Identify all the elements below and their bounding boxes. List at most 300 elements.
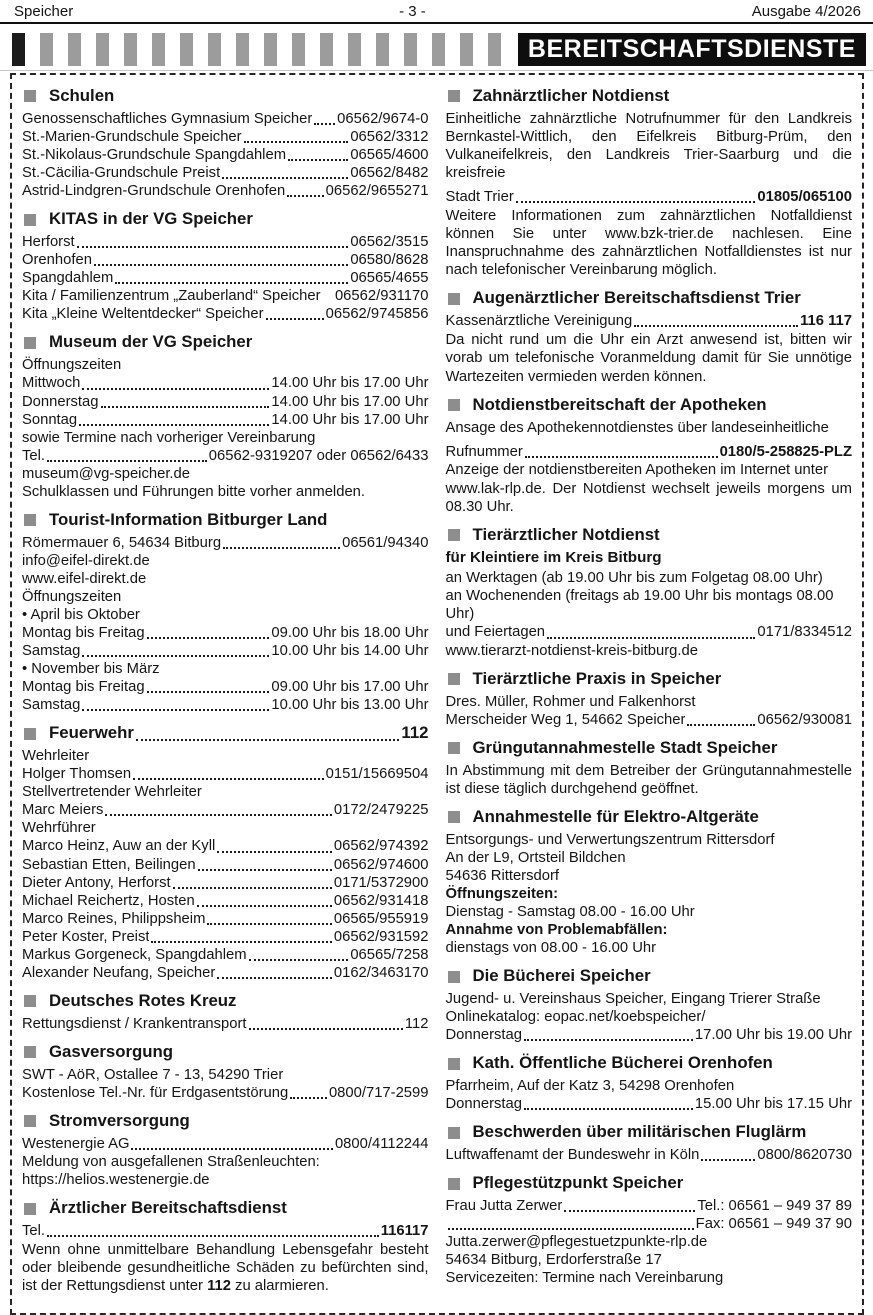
banner-bar <box>208 33 221 66</box>
entry-label: Rufnummer <box>445 443 523 460</box>
bullet-square-icon <box>448 293 460 305</box>
text-line: Öffnungszeiten <box>22 357 122 374</box>
banner-bar-dark <box>12 33 25 66</box>
entry-label: St.-Marien-Grundschule Speicher <box>22 129 242 146</box>
text-line: Anzeige der notdienstbereiten Apotheken im Internet unter <box>445 461 829 478</box>
entry-number: 06562/3312 <box>350 129 429 146</box>
leader-dots <box>249 1028 403 1030</box>
entry-number: 06561/94340 <box>342 534 429 551</box>
directory-entry <box>22 110 429 128</box>
section-title: Deutsches Rotes Kreuz <box>49 990 237 1010</box>
banner-title: BEREITSCHAFTSDIENSTE <box>518 33 866 66</box>
leader-dots <box>524 1108 693 1110</box>
leader-dots <box>82 388 269 390</box>
section-heading <box>22 332 429 353</box>
directory-entry <box>22 696 429 714</box>
banner-bar <box>152 33 165 66</box>
section-stromversorgung <box>22 1111 429 1189</box>
section-tourist-information-bitburger-land <box>22 510 429 714</box>
leader-dots <box>223 547 340 549</box>
paragraph: www.lak-rlp.de. Der Notdienst wechselt jeweils morgens um 08.30 Uhr. <box>445 480 852 515</box>
leader-dots <box>133 778 324 780</box>
bullet-square-icon <box>24 1115 36 1127</box>
text-line: sowie Termine nach vorheriger Vereinbarung <box>22 429 316 446</box>
entry-label: Sonntag <box>22 411 78 428</box>
directory-entry <box>22 305 429 323</box>
section-subtitle: für Kleintiere im Kreis Bitburg <box>445 548 662 566</box>
paragraph: Ansage des Apothekennotdienstes über landeseinheitliche <box>445 419 829 436</box>
paragraph: In Abstimmung mit dem Betreiber der Grüngutannahmestelle ist diese täglich durchgehend geöffnet. <box>445 762 852 797</box>
entry-label: Kostenlose Tel.-Nr. für Erdgasentstörung <box>22 1084 289 1101</box>
directory-entry <box>22 678 429 696</box>
directory-entry <box>22 411 429 429</box>
text-line: Wehrleiter <box>22 748 90 765</box>
section-heading <box>446 1173 853 1194</box>
leader-dots <box>198 869 332 871</box>
section-zahnärztlicher-notdienst <box>446 86 853 279</box>
leader-dots <box>288 159 348 161</box>
section-ärztlicher-bereitschaftsdienst <box>22 1198 429 1295</box>
directory-entry <box>446 623 853 641</box>
banner-bar <box>460 33 473 66</box>
banner-bar <box>180 33 193 66</box>
entry-number: 0800/8620730 <box>757 1147 852 1164</box>
entry-label: Dieter Antony, Herforst <box>22 874 171 891</box>
section-title: Feuerwehr <box>49 723 134 743</box>
entry-number: Fax: 06561 – 949 37 90 <box>695 1216 852 1233</box>
text-line: Öffnungszeiten <box>22 588 122 605</box>
header-publication: Speicher <box>14 3 74 20</box>
section-title: KITAS in der VG Speicher <box>49 209 253 229</box>
entry-number: 06565/955919 <box>333 910 429 927</box>
leader-dots <box>524 1039 693 1041</box>
entry-number: 01805/065100 <box>757 189 852 206</box>
text-line: www.eifel-direkt.de <box>22 570 147 587</box>
bold-text-line: Öffnungszeiten: <box>445 885 559 902</box>
entry-label: St.-Nikolaus-Grundschule Spangdahlem <box>22 147 287 164</box>
paragraph <box>22 1241 429 1295</box>
section-schulen <box>22 86 429 200</box>
section-heading <box>446 395 853 416</box>
banner-bar <box>376 33 389 66</box>
paragraph-segment: 112 <box>207 1278 231 1295</box>
entry-label: Peter Koster, Preist <box>22 928 150 945</box>
directory-entry <box>22 892 429 910</box>
entry-number: 06562/9655271 <box>325 183 429 200</box>
entry-label: Orenhofen <box>22 252 92 269</box>
bullet-square-icon <box>24 514 36 526</box>
entry-label: Markus Gorgeneck, Spangdahlem <box>22 946 247 963</box>
bullet-square-icon <box>448 399 460 411</box>
entry-label: Samstag <box>22 643 81 660</box>
entry-number: 0800/4112244 <box>334 1135 429 1152</box>
directory-entry <box>22 910 429 928</box>
directory-entry <box>22 624 429 642</box>
entry-label: Tel. <box>22 1223 46 1240</box>
directory-entry <box>22 928 429 946</box>
entry-label: Alexander Neufang, Speicher <box>22 964 216 981</box>
entry-number: Tel.: 06561 – 949 37 89 <box>697 1198 852 1215</box>
entry-number: 06562/931592 <box>333 928 429 945</box>
section-heading <box>22 1198 429 1219</box>
bullet-square-icon <box>448 529 460 541</box>
banner-bar <box>264 33 277 66</box>
leader-dots <box>47 460 207 462</box>
entry-label: Kita / Familienzentrum „Zauberland“ Speicher <box>22 288 321 305</box>
text-line: Dres. Müller, Rohmer und Falkenhorst <box>445 693 696 710</box>
text-line: Meldung von ausgefallenen Straßenleuchten: <box>22 1153 320 1170</box>
directory-entry <box>22 837 429 855</box>
text-line: www.tierarzt-notdienst-kreis-bitburg.de <box>445 642 698 659</box>
text-line: SWT - AöR, Ostallee 7 - 13, 54290 Trier <box>22 1066 284 1083</box>
directory-entry <box>446 188 853 206</box>
leader-dots <box>115 282 348 284</box>
section-kitas-in-der-vg-speicher <box>22 209 429 323</box>
directory-entry <box>22 642 429 660</box>
bullet-square-icon <box>24 1046 36 1058</box>
section-kath-öffentliche-bücherei-orenhofen <box>446 1053 853 1113</box>
section-museum-der-vg-speicher <box>22 332 429 500</box>
text-line: Jutta.zerwer@pflegestuetzpunkte-rlp.de <box>445 1234 708 1251</box>
leader-dots <box>290 1097 327 1099</box>
section-title: Tierärztlicher Notdienst <box>472 524 660 544</box>
section-title: Grüngutannahmestelle Stadt Speicher <box>472 737 778 757</box>
entry-number: 14.00 Uhr bis 17.00 Uhr <box>271 411 429 428</box>
leader-dots <box>136 739 400 741</box>
paragraph: Weitere Informationen zum zahnärztlichen Notfalldienst können Sie unter www.bzk-trier.de nachlesen. Eine Inanspruchnahme des zahnärztlichen Notfalldienstes ist nur nach telefonischer Vereinbarung möglich. <box>445 208 852 279</box>
leader-dots <box>516 201 756 203</box>
leader-dots <box>151 941 331 943</box>
entry-label: Kassenärztliche Vereinigung <box>445 313 633 330</box>
section-pflegestützpunkt-speicher <box>446 1173 853 1287</box>
entry-number: 06562/8482 <box>350 165 429 182</box>
directory-entry <box>22 534 429 552</box>
entry-number: 0800/717-2599 <box>328 1084 429 1101</box>
content-box <box>10 73 864 1315</box>
banner-bar <box>40 33 53 66</box>
entry-label: Donnerstag <box>445 1027 522 1044</box>
entry-number: 0162/3463170 <box>333 964 429 981</box>
section-heading <box>22 209 429 230</box>
entry-label: Sebastian Etten, Beilingen <box>22 856 196 873</box>
entry-label: Tel. <box>22 447 46 464</box>
leader-dots <box>249 959 349 961</box>
section-title: Pflegestützpunkt Speicher <box>472 1173 684 1193</box>
directory-entry <box>446 1197 853 1215</box>
text-line: info@eifel-direkt.de <box>22 552 150 569</box>
entry-number: 06565/4600 <box>350 147 429 164</box>
banner-bar <box>124 33 137 66</box>
entry-label: Holger Thomsen <box>22 766 132 783</box>
section-heading <box>446 86 853 107</box>
leader-dots <box>105 814 331 816</box>
leader-dots <box>79 424 269 426</box>
entry-number: 06565/4655 <box>350 270 429 287</box>
banner-bar <box>432 33 445 66</box>
paragraph-segment: zu alarmieren. <box>230 1278 329 1295</box>
banner-rule <box>0 70 873 71</box>
entry-label: Montag bis Freitag <box>22 679 145 696</box>
entry-number: 116 117 <box>800 313 852 330</box>
text-line: dienstags von 08.00 - 16.00 Uhr <box>445 939 657 956</box>
text-line: an Wochenenden (freitags ab 19.00 Uhr bis montags 08.00 Uhr) <box>445 588 834 623</box>
leader-dots <box>94 264 348 266</box>
banner-bar <box>320 33 333 66</box>
entry-label: Marco Heinz, Auw an der Kyll <box>22 838 216 855</box>
directory-entry <box>22 146 429 164</box>
directory-entry <box>22 856 429 874</box>
bullet-square-icon <box>448 1178 460 1190</box>
entry-label: Montag bis Freitag <box>22 625 145 642</box>
text-line: museum@vg-speicher.de <box>22 465 190 482</box>
entry-number: 06580/8628 <box>350 252 429 269</box>
bold-text-line: Annahme von Problemabfällen: <box>445 921 668 938</box>
section-heading <box>446 669 853 690</box>
directory-entry <box>22 393 429 411</box>
leader-dots <box>314 123 335 125</box>
entry-number: 06562/9745856 <box>325 306 429 323</box>
section-feuerwehr <box>22 723 429 982</box>
entry-number: 06562/974392 <box>333 838 429 855</box>
entry-label: Donnerstag <box>22 393 99 410</box>
leader-dots <box>147 637 270 639</box>
entry-number: 10.00 Uhr bis 14.00 Uhr <box>271 643 429 660</box>
section-title: Museum der VG Speicher <box>49 332 253 352</box>
entry-label: Rettungsdienst / Krankentransport <box>22 1015 247 1032</box>
banner-bar <box>236 33 249 66</box>
leader-dots <box>687 724 755 726</box>
directory-entry <box>446 443 853 461</box>
directory-entry <box>446 1095 853 1113</box>
entry-label: Donnerstag <box>445 1096 522 1113</box>
section-augenärztlicher-bereitschaftsdienst-trier <box>446 288 853 385</box>
text-line: Schulklassen und Führungen bitte vorher anmelden. <box>22 483 366 500</box>
section-beschwerden-über-militärischen-fluglärm <box>446 1122 853 1164</box>
directory-entry <box>22 269 429 287</box>
leader-dots <box>47 1235 379 1237</box>
bullet-square-icon <box>448 811 460 823</box>
section-title: Gasversorgung <box>49 1041 174 1061</box>
entry-number: 06562/3515 <box>350 234 429 251</box>
entry-number: 06562/930081 <box>757 711 852 728</box>
directory-entry <box>22 1015 429 1033</box>
banner-bar <box>348 33 361 66</box>
section-gasversorgung <box>22 1042 429 1102</box>
section-number: 112 <box>401 723 429 743</box>
entry-number: 112 <box>404 1015 429 1032</box>
directory-entry <box>446 312 853 330</box>
text-line: • April bis Oktober <box>22 606 140 623</box>
bullet-square-icon <box>448 673 460 685</box>
leader-dots <box>82 709 269 711</box>
entry-label: Herforst <box>22 234 75 251</box>
section-notdienstbereitschaft-der-apotheken <box>446 395 853 516</box>
text-line: Onlinekatalog: eopac.net/koebspeicher/ <box>445 1009 706 1026</box>
directory-entry <box>22 287 429 305</box>
banner-bar <box>292 33 305 66</box>
entry-label: Genossenschaftliches Gymnasium Speicher <box>22 110 313 127</box>
entry-label: Samstag <box>22 697 81 714</box>
entry-label: Mittwoch <box>22 375 81 392</box>
directory-entry <box>22 946 429 964</box>
entry-number: 06562/974600 <box>333 856 429 873</box>
banner-bar <box>96 33 109 66</box>
text-line: Servicezeiten: Termine nach Vereinbarung <box>445 1270 724 1287</box>
text-line: Wehrführer <box>22 820 96 837</box>
entry-number: 06562/9674-0 <box>337 110 429 127</box>
section-heading <box>446 525 853 546</box>
leader-dots <box>77 246 349 248</box>
leader-dots <box>634 325 798 327</box>
text-line: Pfarrheim, Auf der Katz 3, 54298 Orenhofen <box>445 1078 735 1095</box>
bullet-square-icon <box>448 90 460 102</box>
leader-dots <box>217 977 332 979</box>
directory-entry <box>22 128 429 146</box>
banner-bars-decoration <box>12 33 518 66</box>
section-heading <box>22 1042 429 1063</box>
section-title: Augenärztlicher Bereitschaftsdienst Trier <box>472 288 801 308</box>
entry-label: Frau Jutta Zerwer <box>445 1198 563 1215</box>
text-line: 54634 Bitburg, Erdorferstraße 17 <box>445 1252 662 1269</box>
right-column <box>446 77 853 1288</box>
leader-dots <box>131 1148 332 1150</box>
text-line: 54636 Rittersdorf <box>445 867 560 884</box>
section-title: Tierärztliche Praxis in Speicher <box>472 668 722 688</box>
bullet-square-icon <box>448 742 460 754</box>
section-title: Annahmestelle für Elektro-Altgeräte <box>472 806 759 826</box>
bullet-square-icon <box>24 1203 36 1215</box>
entry-label: und Feiertagen <box>445 624 546 641</box>
leader-dots <box>222 177 348 179</box>
section-heading <box>22 991 429 1012</box>
directory-entry <box>22 874 429 892</box>
section-heading <box>22 1111 429 1132</box>
entry-label: Kita „Kleine Weltentdecker“ Speicher <box>22 306 264 323</box>
text-line: • November bis März <box>22 661 160 678</box>
entry-number: 0171/5372900 <box>333 874 429 891</box>
entry-number: 14.00 Uhr bis 17.00 Uhr <box>271 375 429 392</box>
entry-number: 10.00 Uhr bis 13.00 Uhr <box>271 697 429 714</box>
section-heading <box>22 86 429 107</box>
entry-label: Spangdahlem <box>22 270 114 287</box>
banner-bar <box>488 33 501 66</box>
leader-dots <box>564 1210 695 1212</box>
bullet-square-icon <box>448 1127 460 1139</box>
section-heading <box>22 510 429 531</box>
entry-number: 06562-9319207 oder 06562/6433 <box>208 447 429 464</box>
section-title: Notdienstbereitschaft der Apotheken <box>472 394 767 414</box>
section-heading <box>22 723 429 744</box>
entry-label: Merscheider Weg 1, 54662 Speicher <box>445 711 686 728</box>
bullet-square-icon <box>24 90 36 102</box>
directory-entry <box>22 374 429 392</box>
entry-number: 0172/2479225 <box>333 802 429 819</box>
directory-entry <box>22 964 429 982</box>
section-grüngutannahmestelle-stadt-speicher <box>446 738 853 798</box>
leader-dots <box>448 1228 694 1230</box>
header-issue: Ausgabe 4/2026 <box>751 3 861 20</box>
entry-number: 06562/931418 <box>333 892 429 909</box>
directory-entry <box>22 1084 429 1102</box>
bullet-square-icon <box>448 1058 460 1070</box>
paragraph-segment: Wenn ohne unmittelbare Behandlung Lebensgefahr besteht oder bleibende gesundheitliche Schäden zu befürchten sind, ist der Rettungsdienst unter <box>22 1242 429 1295</box>
directory-entry <box>446 1026 853 1044</box>
entry-number: 15.00 Uhr bis 17.15 Uhr <box>694 1096 852 1113</box>
section-annahmestelle-für-elektro-altgeräte <box>446 807 853 957</box>
section-die-bücherei-speicher <box>446 966 853 1044</box>
leader-dots <box>287 195 323 197</box>
directory-entry <box>22 164 429 182</box>
entry-label: St.-Cäcilia-Grundschule Preist <box>22 165 221 182</box>
section-tierärztlicher-notdienst <box>446 525 853 660</box>
text-line: Dienstag - Samstag 08.00 - 16.00 Uhr <box>445 903 695 920</box>
leader-dots <box>701 1159 755 1161</box>
page-header <box>0 0 873 24</box>
section-banner <box>12 33 866 66</box>
entry-label: Luftwaffenamt der Bundeswehr in Köln <box>445 1147 700 1164</box>
directory-entry <box>22 801 429 819</box>
section-heading <box>446 738 853 759</box>
leader-dots <box>525 456 718 458</box>
section-heading <box>446 807 853 828</box>
section-tierärztliche-praxis-in-speicher <box>446 669 853 729</box>
directory-entry <box>22 765 429 783</box>
section-deutsches-rotes-kreuz <box>22 991 429 1033</box>
leader-dots <box>147 691 270 693</box>
section-title: Kath. Öffentliche Bücherei Orenhofen <box>472 1053 773 1073</box>
paragraph: Da nicht rund um die Uhr ein Arzt anwesend ist, bitten wir vorab um telefonische Voranmeldung damit für Sie unnötige Wartezeiten vermieden werden können. <box>445 332 852 385</box>
banner-bar <box>404 33 417 66</box>
leader-dots <box>266 318 324 320</box>
text-line: Jugend- u. Vereinshaus Speicher, Eingang Trierer Straße <box>445 991 821 1008</box>
leader-dots <box>82 655 269 657</box>
leader-dots <box>217 851 332 853</box>
entry-number: 0151/15669504 <box>325 766 429 783</box>
leader-dots <box>244 141 349 143</box>
entry-number: 17.00 Uhr bis 19.00 Uhr <box>694 1027 852 1044</box>
directory-entry <box>22 447 429 465</box>
text-line: Stellvertretender Wehrleiter <box>22 784 202 801</box>
bullet-square-icon <box>24 337 36 349</box>
entry-label: Römermauer 6, 54634 Bitburg <box>22 534 222 551</box>
directory-entry <box>446 1146 853 1164</box>
section-heading <box>446 288 853 309</box>
section-title: Zahnärztlicher Notdienst <box>472 86 670 105</box>
directory-entry <box>22 1222 429 1240</box>
section-title: Ärztlicher Bereitschaftsdienst <box>49 1198 287 1218</box>
entry-label: Michael Reichertz, Hosten <box>22 892 195 909</box>
leader-dots <box>547 637 755 639</box>
entry-number: 09.00 Uhr bis 17.00 Uhr <box>271 679 429 696</box>
leader-dots <box>207 923 331 925</box>
paragraph: Einheitliche zahnärztliche Notrufnummer für den Landkreis Bernkastel-Wittlich, den Eifelkreis Bitburg-Prüm, den Vulkaneifelkreis, den Landkreis Trier-Saarburg und die kreisfreie <box>445 110 852 182</box>
left-column <box>22 77 429 1301</box>
leader-dots <box>101 406 270 408</box>
section-title: Die Bücherei Speicher <box>472 966 651 986</box>
section-title: Beschwerden über militärischen Fluglärm <box>472 1122 807 1142</box>
directory-entry <box>22 1135 429 1153</box>
text-line: Entsorgungs- und Verwertungszentrum Rittersdorf <box>445 831 775 848</box>
entry-label: Marco Reines, Philippsheim <box>22 910 206 927</box>
entry-number: 06565/7258 <box>350 946 429 963</box>
entry-label: Stadt Trier <box>445 189 514 206</box>
entry-label: Westenergie AG <box>22 1135 130 1152</box>
text-line: https://helios.westenergie.de <box>22 1172 210 1189</box>
leader-dots <box>197 905 332 907</box>
section-title: Schulen <box>49 86 115 105</box>
directory-entry <box>446 1215 853 1233</box>
leader-dots <box>173 887 332 889</box>
